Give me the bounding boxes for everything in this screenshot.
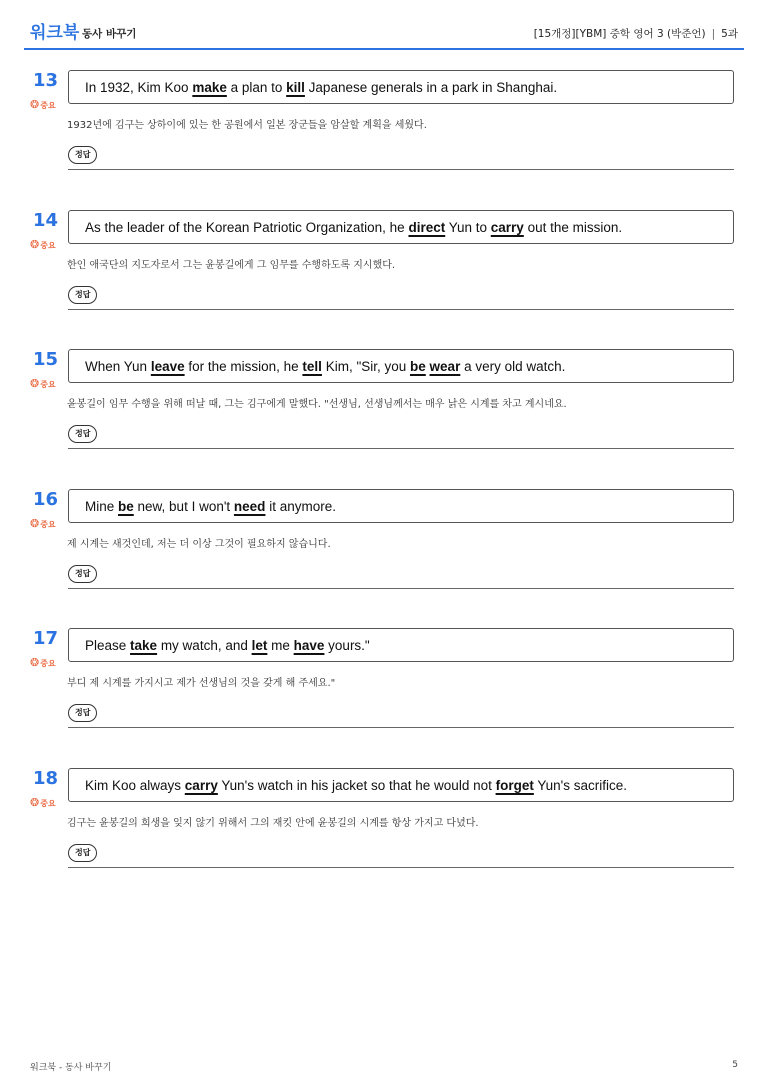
- sentence-text: Kim Koo always: [85, 777, 185, 793]
- answer-button[interactable]: 정답: [68, 844, 97, 862]
- badge-label: 중요: [40, 380, 56, 389]
- target-verb: let: [251, 638, 268, 653]
- textbook-info: [534, 26, 738, 41]
- footer-label: 워크북 - 동사 바꾸기: [30, 1063, 112, 1073]
- question-item: [24, 210, 744, 350]
- important-badge: [30, 238, 56, 251]
- sentence-text: new, but I won't: [133, 498, 234, 514]
- question-number: 16: [33, 488, 59, 510]
- answer-line: [68, 169, 734, 170]
- sentence-text: my watch, and: [157, 638, 252, 653]
- star-icon: ❂: [30, 795, 40, 809]
- question-number: 18: [33, 767, 59, 789]
- answer-line: [68, 309, 734, 310]
- answer-button[interactable]: 정답: [68, 425, 97, 443]
- target-verb: tell: [302, 359, 322, 374]
- question-item: [24, 70, 744, 210]
- target-verb: need: [233, 498, 266, 514]
- question-item: [24, 628, 744, 768]
- question-item: [24, 768, 744, 908]
- korean-translation: 윤봉길이 임무 수행을 위해 떠날 때, 그는 김구에게 말했다. "선생님, 선생님께서는 매우 낡은 시계를 차고 계시네요.: [67, 399, 567, 410]
- sentence-text: yours.": [324, 638, 370, 653]
- header-separator: |: [711, 28, 716, 40]
- target-verb: forget: [495, 777, 534, 793]
- question-item: [24, 349, 744, 489]
- korean-translation: 부디 제 시계를 가지시고 제가 선생님의 것을 갖게 해 주세요.": [67, 678, 336, 689]
- answer-line: [68, 867, 734, 868]
- english-sentence: [68, 70, 734, 104]
- sentence-text: a plan to: [226, 80, 287, 95]
- page-footer: [30, 1060, 738, 1073]
- sentence-text: Mine: [85, 498, 119, 514]
- star-icon: ❂: [30, 98, 40, 111]
- important-badge: [30, 796, 56, 809]
- important-badge: [30, 98, 56, 111]
- question-number: 14: [33, 209, 59, 231]
- answer-button[interactable]: 정답: [68, 146, 97, 164]
- english-sentence: [68, 349, 734, 383]
- important-badge: [30, 377, 56, 390]
- page-header: [24, 0, 744, 50]
- target-verb: be: [118, 498, 134, 514]
- question-number: 17: [33, 628, 59, 649]
- sentence-text: In 1932, Kim Koo: [85, 80, 193, 95]
- korean-translation: 김구는 윤봉길의 희생을 잊지 않기 위해서 그의 재킷 안에 윤봉길의 시계를 항상 가지고 다녔다.: [67, 817, 479, 829]
- badge-label: 중요: [40, 519, 56, 529]
- section-subtitle: 동사 바꾸기: [82, 28, 137, 40]
- sentence-text: Yun's sacrifice.: [533, 777, 627, 793]
- question-number: 15: [33, 349, 59, 370]
- english-sentence: [68, 489, 734, 523]
- badge-label: 중요: [40, 240, 56, 250]
- sentence-text: As the leader of the Korean Patriotic Organization, he: [85, 219, 409, 235]
- star-icon: ❂: [30, 237, 40, 251]
- badge-label: 중요: [40, 798, 56, 808]
- sentence-text: out the mission.: [523, 219, 623, 235]
- target-verb: make: [192, 80, 227, 95]
- target-verb: take: [130, 638, 158, 653]
- sentence-text: Japanese generals in a park in Shanghai.: [304, 80, 558, 95]
- sentence-text: Kim, "Sir, you: [321, 359, 411, 374]
- sentence-text: When Yun: [85, 359, 151, 374]
- answer-button[interactable]: 정답: [68, 704, 97, 722]
- korean-translation: 한인 애국단의 지도자로서 그는 윤봉길에게 그 임무를 수행하도록 지시했다.: [67, 259, 396, 271]
- sentence-text: for the mission, he: [184, 359, 303, 374]
- sentence-text: me: [267, 638, 294, 653]
- target-verb: direct: [408, 219, 446, 235]
- question-number: 13: [33, 70, 59, 91]
- sentence-text: Yun's watch in his jacket so that he would not: [217, 777, 496, 793]
- answer-button[interactable]: 정답: [68, 565, 97, 583]
- sentence-text: it anymore.: [265, 498, 336, 514]
- question-item: [24, 489, 744, 629]
- target-verb: carry: [184, 777, 218, 793]
- important-badge: [30, 656, 56, 669]
- sentence-text: Please: [85, 638, 131, 653]
- important-badge: [30, 517, 56, 530]
- star-icon: ❂: [30, 516, 40, 530]
- sentence-text: Yun to: [445, 219, 491, 235]
- english-sentence: [68, 628, 734, 662]
- textbook-source: [15개정][YBM] 중학 영어 3 (박준언): [533, 28, 706, 40]
- target-verb: be: [410, 359, 426, 374]
- english-sentence: [68, 210, 734, 244]
- answer-line: [68, 727, 734, 728]
- lesson-label: 5과: [721, 28, 738, 40]
- badge-label: 중요: [40, 101, 56, 110]
- korean-translation: 1932년에 김구는 상하이에 있는 한 공원에서 일본 장군들을 암살할 계획을 세웠다.: [67, 120, 427, 131]
- target-verb: leave: [150, 359, 185, 374]
- star-icon: ❂: [30, 377, 40, 390]
- answer-button[interactable]: 정답: [68, 286, 97, 304]
- badge-label: 중요: [40, 659, 56, 668]
- target-verb: have: [293, 638, 325, 653]
- korean-translation: 제 시계는 새것인데, 저는 더 이상 그것이 필요하지 않습니다.: [67, 538, 331, 550]
- answer-line: [68, 448, 734, 449]
- target-verb: carry: [490, 219, 524, 235]
- target-verb: kill: [286, 80, 305, 95]
- sentence-text: a very old watch.: [460, 359, 566, 374]
- star-icon: ❂: [30, 656, 40, 669]
- brand-title: 워크북: [30, 23, 80, 43]
- answer-line: [68, 588, 734, 589]
- target-verb: wear: [429, 359, 461, 374]
- page-number: 5: [732, 1060, 738, 1070]
- english-sentence: [68, 768, 734, 802]
